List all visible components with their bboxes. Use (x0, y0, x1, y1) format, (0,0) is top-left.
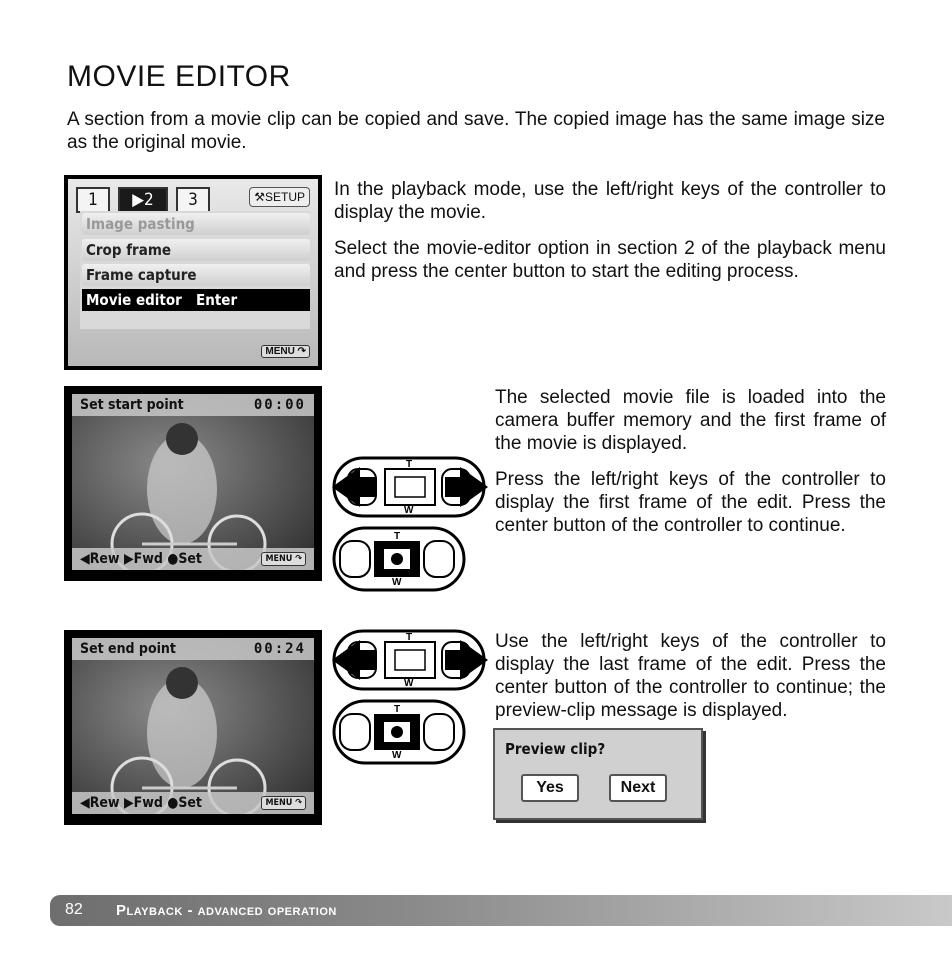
center-dot-icon: ● (167, 551, 179, 567)
menu-key-hint: MENU ↷ (261, 796, 306, 810)
instructions-block-2 (495, 386, 886, 550)
movie-time: 00:24 (253, 641, 306, 657)
instructions-block-1 (334, 178, 886, 296)
menu-tab-3[interactable]: 3 (176, 187, 210, 213)
preview-clip-dialog (493, 728, 703, 820)
intro-paragraph: A section from a movie clip can be copied and save. The copied image has the same image size as the original movie. (67, 109, 885, 153)
movie-status-bar (72, 394, 314, 416)
left-arrow-icon: ◀ (80, 551, 90, 567)
menu-item-frame-capture[interactable]: Frame capture (82, 264, 310, 286)
set-label: Set (178, 795, 202, 811)
paragraph-select-option: Select the movie-editor option in section 2 of the playback menu and press the center button to start the editing process. (334, 238, 886, 282)
movie-status-bar (72, 638, 314, 660)
menu-item-image-pasting[interactable]: Image pasting (82, 213, 310, 235)
movie-control-bar (72, 792, 314, 814)
controller-diagram-1 (330, 455, 490, 595)
zoom-t-label: T (406, 632, 413, 643)
center-dot-icon: ● (167, 795, 179, 811)
fwd-label: Fwd (133, 551, 163, 567)
yes-button[interactable]: Yes (521, 774, 579, 802)
movie-screen-start (64, 386, 322, 581)
zoom-t-label-2: T (394, 531, 401, 542)
set-start-label: Set start point (80, 397, 184, 413)
paragraph-last-frame: Use the left/right keys of the controller to display the last frame of the edit. Press the center button of the controller to continue; the preview-clip message is displayed. (495, 631, 886, 721)
rew-label: Rew (89, 795, 120, 811)
menu-list (80, 211, 310, 329)
zoom-w-label-2: W (392, 577, 402, 588)
left-arrow-icon: ◀ (80, 795, 90, 811)
next-button[interactable]: Next (609, 774, 667, 802)
movie-control-bar (72, 548, 314, 570)
setup-tab[interactable] (249, 187, 310, 207)
right-arrow-icon: ▶ (123, 795, 134, 811)
zoom-w-label-2: W (392, 750, 402, 761)
menu-item-movie-editor[interactable]: Movie editor Enter (82, 289, 310, 311)
playback-menu-screen (64, 175, 322, 370)
movie-time: 00:00 (253, 397, 306, 413)
movie-frame-image (72, 638, 314, 814)
set-end-label: Set end point (80, 641, 176, 657)
menu-item-crop-frame[interactable]: Crop frame (82, 239, 310, 261)
page-title: MOVIE EDITOR (67, 60, 291, 93)
paragraph-playback-mode: In the playback mode, use the left/right keys of the controller to display the movie. (334, 179, 886, 223)
movie-editor-value: Enter (196, 291, 238, 309)
set-label: Set (178, 551, 202, 567)
instructions-block-3 (495, 630, 886, 735)
controller-diagram-2 (330, 628, 490, 768)
zoom-w-label: W (404, 678, 414, 689)
movie-frame-image (72, 394, 314, 570)
paragraph-buffer-memory: The selected movie file is loaded into the camera buffer memory and the first frame of the movie is displayed. (495, 387, 886, 454)
right-arrow-icon: ▶ (123, 551, 134, 567)
wrench-icon: ⚒ (254, 190, 265, 204)
zoom-w-label: W (404, 505, 414, 516)
page-footer (50, 895, 952, 926)
movie-screen-end (64, 630, 322, 825)
fwd-label: Fwd (133, 795, 163, 811)
menu-key-hint: MENU ↷ (261, 345, 310, 358)
section-title: Playback - advanced operation (116, 902, 337, 919)
center-dot-icon (391, 553, 403, 565)
center-dot-icon (391, 726, 403, 738)
setup-label: SETUP (264, 190, 305, 204)
zoom-t-label: T (406, 459, 413, 470)
menu-tab-1[interactable]: 1 (76, 187, 110, 213)
menu-key-hint: MENU ↷ (261, 552, 306, 566)
paragraph-first-frame: Press the left/right keys of the controller to display the first frame of the edit. Press the center button of the controller to continue. (495, 469, 886, 536)
dialog-question: Preview clip? (505, 740, 606, 758)
zoom-t-label-2: T (394, 704, 401, 715)
rew-label: Rew (89, 551, 120, 567)
menu-tab-2[interactable]: ▶2 (118, 187, 168, 213)
page-number: 82 (65, 901, 83, 918)
